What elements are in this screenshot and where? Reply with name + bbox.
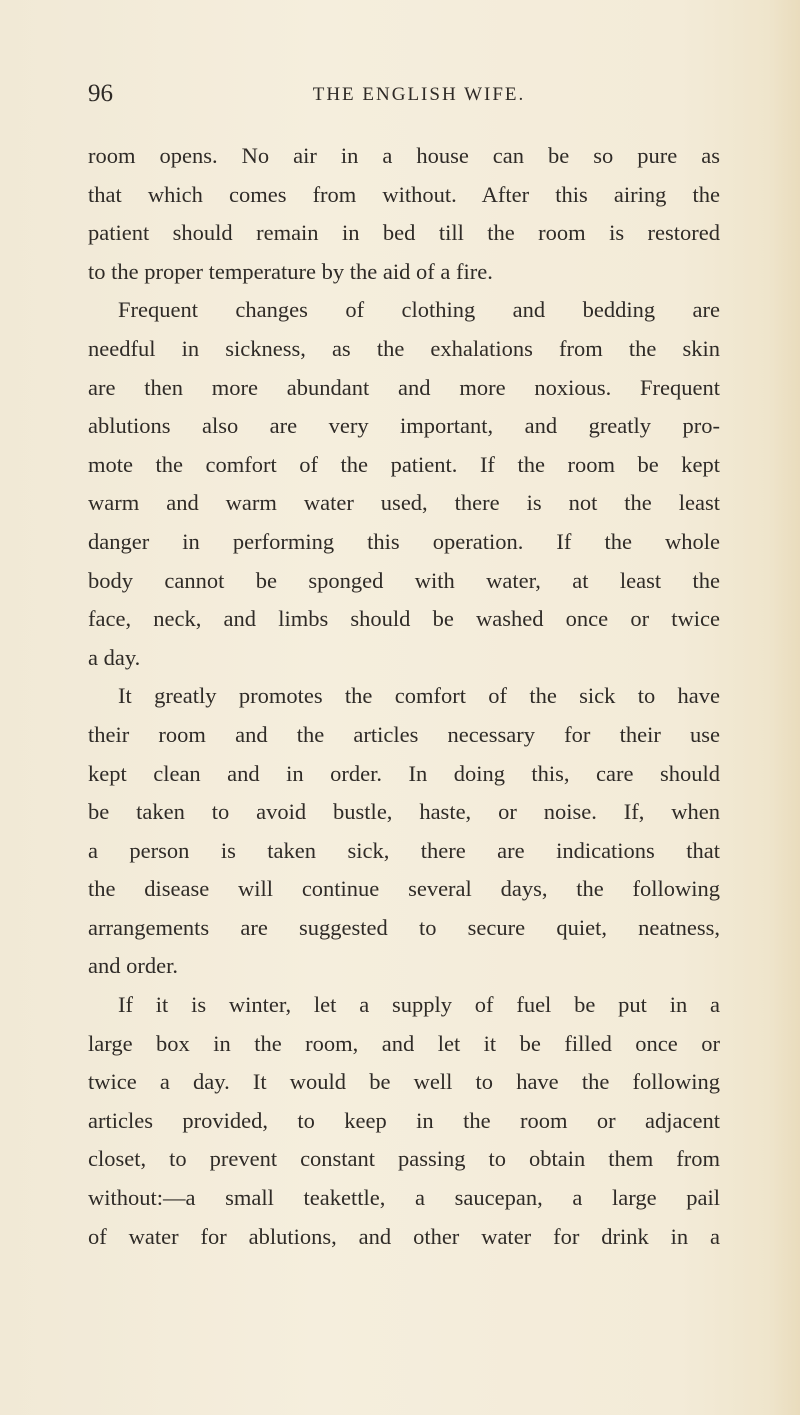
text-line: that which comes from without. After this airing the (88, 181, 720, 207)
text-line: kept clean and in order. In doing this, care should (88, 760, 720, 786)
page-number: 96 (88, 80, 113, 107)
text-line: and order. (88, 953, 178, 979)
text-line: a day. (88, 644, 141, 670)
body-text (88, 137, 720, 1256)
text-line: mote the comfort of the patient. If the room be kept (88, 451, 720, 477)
text-line: large box in the room, and let it be filled once or (88, 1030, 720, 1056)
text-line: twice a day. It would be well to have the following (88, 1069, 720, 1095)
text-line: ablutions also are very important, and greatly pro- (88, 413, 720, 439)
text-line: be taken to avoid bustle, haste, or noise. If, when (88, 799, 720, 825)
text-line: the disease will continue several days, the following (88, 876, 720, 902)
text-line: It greatly promotes the comfort of the sick to have (118, 683, 720, 709)
text-line: are then more abundant and more noxious. Frequent (88, 374, 720, 400)
text-line: body cannot be sponged with water, at least the (88, 567, 720, 593)
text-line: their room and the articles necessary for their use (88, 721, 720, 747)
text-line: articles provided, to keep in the room or adjacent (88, 1107, 720, 1133)
text-line: of water for ablutions, and other water for drink in a (88, 1223, 720, 1249)
text-line: a person is taken sick, there are indications that (88, 837, 720, 863)
text-line: without:—a small teakettle, a saucepan, a large pail (88, 1185, 720, 1211)
text-line: to the proper temperature by the aid of a fire. (88, 258, 493, 284)
running-head (88, 80, 720, 120)
text-line: arrangements are suggested to secure quiet, neatness, (88, 914, 720, 940)
text-line: face, neck, and limbs should be washed once or twice (88, 606, 720, 632)
text-line: room opens. No air in a house can be so pure as (88, 143, 720, 168)
text-line: danger in performing this operation. If the whole (88, 528, 720, 554)
text-line: closet, to prevent constant passing to obtain them from (88, 1146, 720, 1172)
text-line: Frequent changes of clothing and bedding are (118, 297, 720, 323)
text-line: warm and warm water used, there is not the least (88, 490, 720, 516)
text-line: If it is winter, let a supply of fuel be put in a (118, 992, 720, 1018)
text-line: patient should remain in bed till the room is restored (88, 220, 720, 246)
running-title: THE ENGLISH WIFE. (312, 84, 526, 105)
text-line: needful in sickness, as the exhalations from the skin (88, 335, 720, 361)
